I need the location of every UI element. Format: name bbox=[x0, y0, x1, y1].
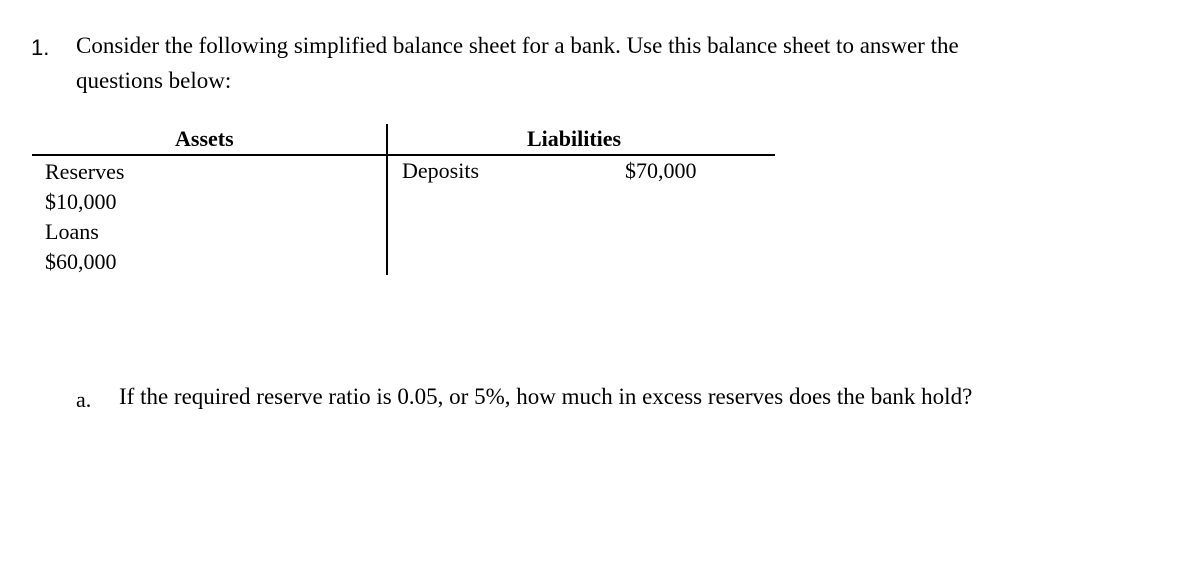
asset-reserves-value: $10,000 bbox=[45, 189, 117, 214]
asset-loans-label: Loans bbox=[45, 219, 99, 244]
assets-header: Assets bbox=[175, 126, 234, 151]
asset-loans-value: $60,000 bbox=[45, 249, 117, 274]
liabilities-header: Liabilities bbox=[527, 126, 622, 151]
t-account-horizontal-rule bbox=[32, 154, 775, 156]
question-text-line-1: Consider the following simplified balance sheet for a bank. Use this balance sheet to answer the bbox=[76, 33, 959, 58]
liability-deposits-value: $70,000 bbox=[625, 158, 697, 183]
subquestion-text: If the required reserve ratio is 0.05, or 5%, how much in excess reserves does the bank hold? bbox=[119, 384, 973, 409]
question-text-line-2: questions below: bbox=[76, 68, 232, 93]
t-account-vertical-rule bbox=[386, 124, 388, 275]
subquestion-letter: a. bbox=[76, 387, 92, 412]
liability-deposits-label: Deposits bbox=[402, 158, 479, 183]
asset-reserves-label: Reserves bbox=[45, 159, 125, 184]
question-number: 1. bbox=[31, 35, 50, 60]
